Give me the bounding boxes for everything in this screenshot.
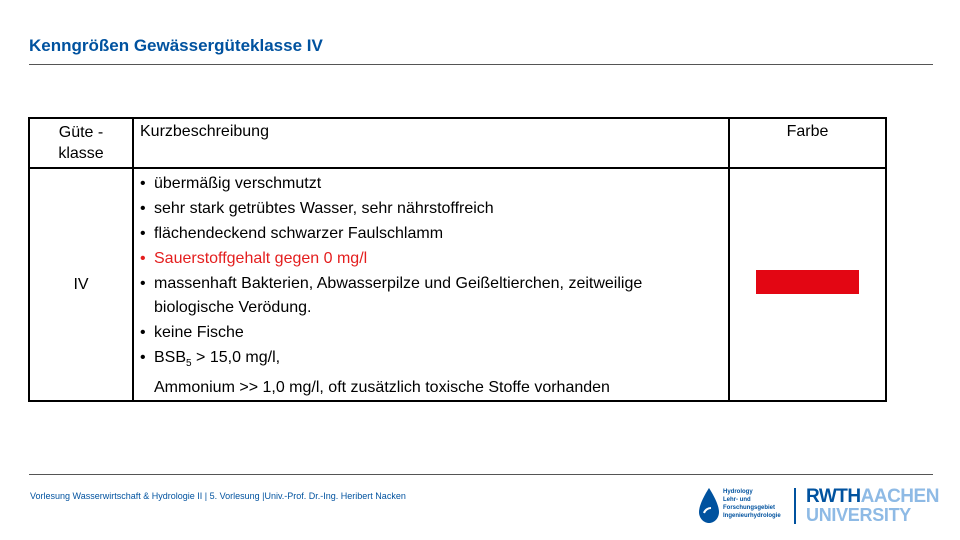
list-item: • flächendeckend schwarzer Faulschlamm [140,221,728,246]
hydrology-logo-text [723,488,781,520]
bsb-value: > 15,0 mg/l, [196,349,281,366]
aachen-wordmark: AACHEN [860,486,939,507]
footer-divider [29,474,933,475]
lab-line: Hydrology [723,489,753,495]
list-item: • sehr stark getrübtes Wasser, sehr nährstoffreich [140,196,728,221]
color-swatch [756,270,859,294]
university-wordmark: UNIVERSITY [806,505,912,525]
lab-line: Ingenieurhydrologie [723,513,781,519]
table-header-row [29,118,886,168]
list-item-highlight: • Sauerstoffgehalt gegen 0 mg/l [140,246,728,271]
rwth-logo [806,487,939,524]
logo-separator [794,488,796,524]
grade-table [28,117,887,402]
footer-text: Vorlesung Wasserwirtschaft & Hydrologie II | 5. Vorlesung |Univ.-Prof. Dr.-Ing. Heribert Nacken [30,491,406,501]
rwth-wordmark: RWTH [806,486,861,507]
description-list [134,169,728,400]
list-item [140,271,728,320]
water-drop-icon [698,487,720,525]
table-row [29,168,886,401]
list-item-continuation: Ammonium >> 1,0 mg/l, oft zusätzlich toxische Stoffe vorhanden [154,379,610,397]
list-item [140,345,728,400]
rwth-logo-line [806,487,939,506]
bsb-label: BSB [154,349,187,366]
color-cell [729,168,886,401]
list-item: • keine Fische [140,320,728,345]
hydrology-logo [698,487,788,525]
header-grade [29,118,133,168]
header-description: Kurzbeschreibung [133,118,729,168]
header-color: Farbe [729,118,886,168]
header-grade-line2: klasse [58,145,104,162]
lab-line: Lehr- und [723,497,751,503]
list-item-continuation: biologische Verödung. [154,299,312,316]
bsb-subscript: 5 [186,358,192,370]
slide-title: Kenngrößen Gewässergüteklasse IV [29,36,323,55]
header-grade-line1: Güte - [58,124,104,141]
grade-value: IV [29,168,133,401]
title-divider [29,64,933,65]
list-item: • übermäßig verschmutzt [140,171,728,196]
lab-line: Forschungsgebiet [723,505,776,511]
list-item-text: massenhaft Bakterien, Abwasserpilze und Geißeltierchen, zeitweilige [154,275,643,292]
description-cell [133,168,729,401]
